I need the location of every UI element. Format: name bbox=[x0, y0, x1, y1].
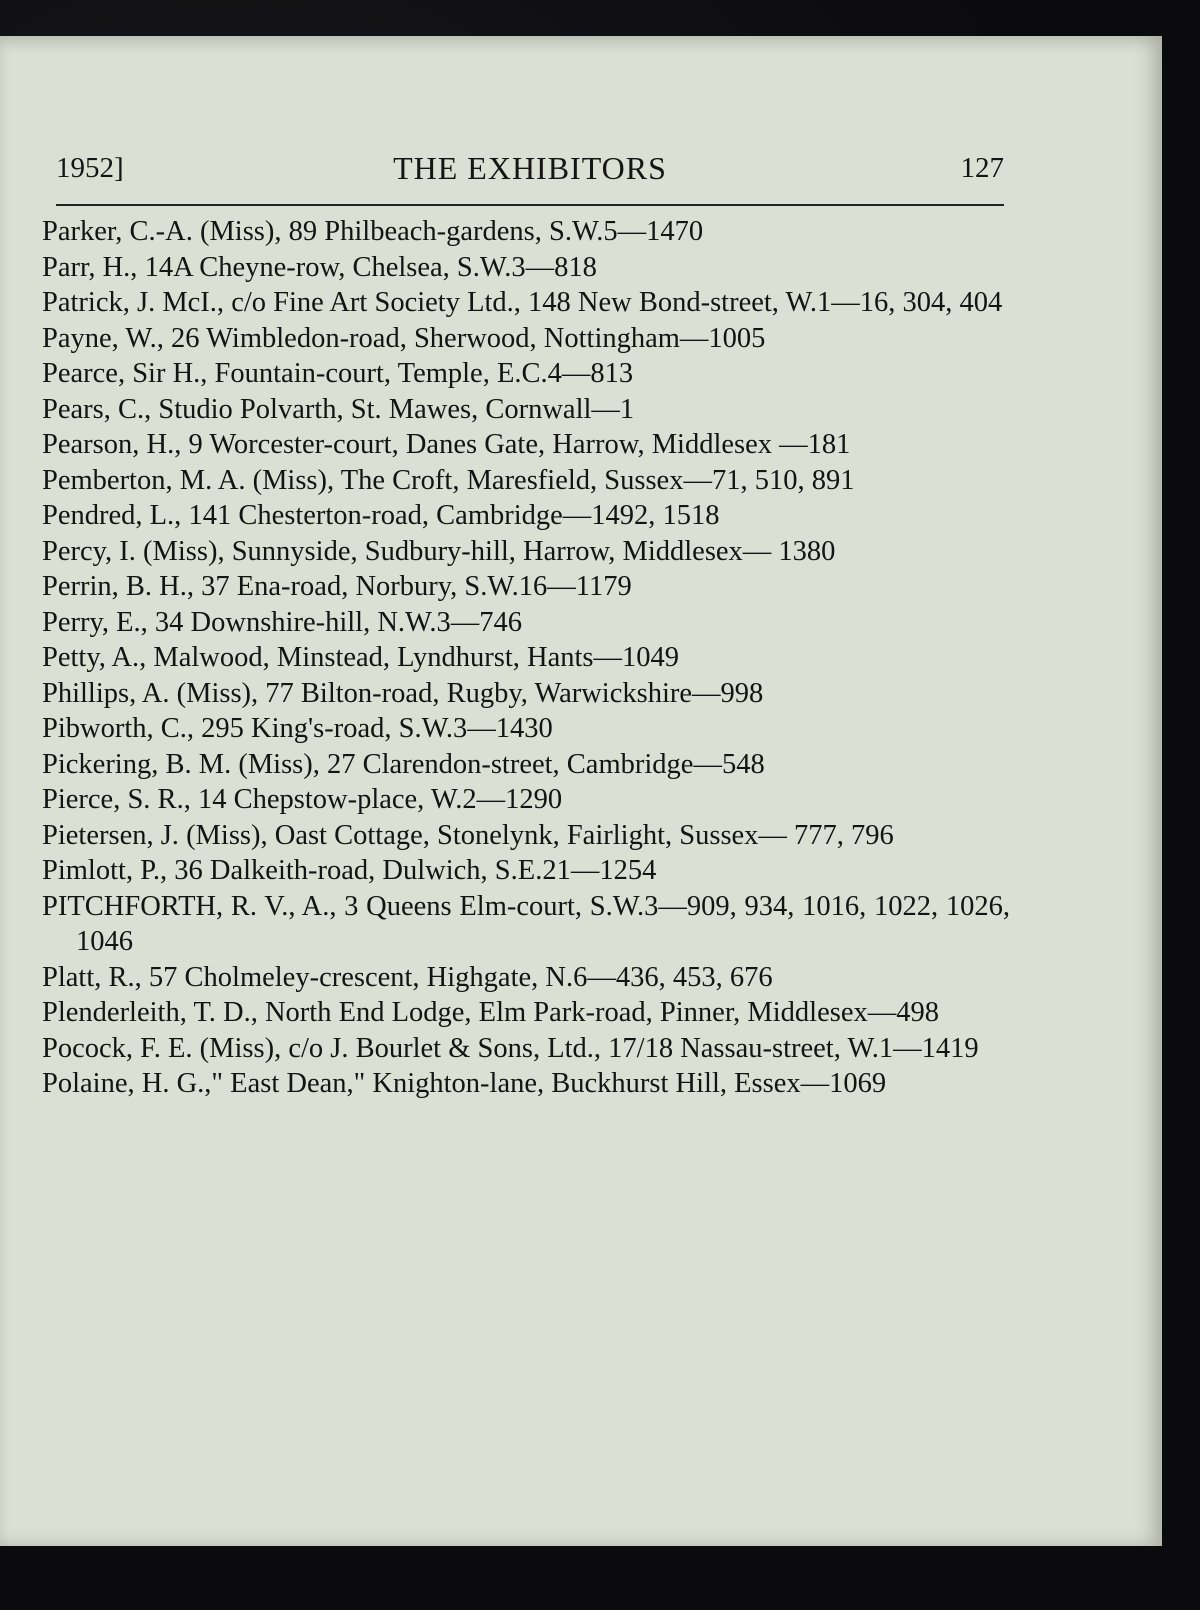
exhibitor-details: 36 Dalkeith-road, Dulwich, S.E.21—1254 bbox=[167, 855, 657, 886]
exhibitor-entry bbox=[42, 818, 1010, 854]
exhibitor-name: Parker, C.-A. bbox=[42, 216, 193, 247]
exhibitor-name: Petty, A., bbox=[42, 642, 147, 673]
exhibitor-details: 37 Ena-road, Norbury, S.W.16—1179 bbox=[194, 571, 632, 602]
exhibitor-name: Pietersen, J. bbox=[42, 819, 179, 851]
exhibitor-details: 9 Worcester-court, Danes Gate, Harrow, Middlesex —181 bbox=[181, 429, 851, 460]
exhibitor-details: (Miss), 27 Clarendon-street, Cambridge—548 bbox=[231, 748, 765, 780]
exhibitor-details: 141 Chesterton-road, Cambridge—1492, 1518 bbox=[181, 500, 720, 531]
exhibitor-name: Pendred, L., bbox=[42, 500, 182, 531]
exhibitor-details: c/o Fine Art Society Ltd., 148 New Bond-street, W.1—16, 304, 404 bbox=[224, 287, 1003, 318]
exhibitor-entry bbox=[42, 711, 1010, 747]
exhibitor-name: Perrin, B. H., bbox=[42, 571, 194, 602]
exhibitor-entry bbox=[42, 214, 1010, 250]
exhibitor-details: Fountain-court, Temple, E.C.4—813 bbox=[207, 358, 634, 389]
exhibitor-entry bbox=[42, 534, 1010, 570]
page-title: THE EXHIBITORS bbox=[393, 150, 667, 186]
exhibitor-name: Percy, I. bbox=[42, 535, 136, 567]
exhibitor-name: Polaine, H. G., bbox=[42, 1068, 212, 1099]
exhibitor-details: (Miss), Sunnyside, Sudbury-hill, Harrow, Middlesex— 1380 bbox=[135, 535, 836, 567]
exhibitor-entry bbox=[42, 889, 1010, 960]
exhibitor-details: (Miss), The Croft, Maresfield, Sussex—71, 510, 891 bbox=[245, 464, 855, 496]
exhibitor-name: Pierce, S. R., bbox=[42, 784, 191, 815]
exhibitor-details: Malwood, Minstead, Lyndhurst, Hants—1049 bbox=[146, 642, 680, 673]
exhibitor-name: Perry, E., bbox=[42, 606, 148, 638]
exhibitor-name: Pocock, F. E. bbox=[42, 1032, 193, 1064]
exhibitor-details: (Miss), 77 Bilton-road, Rugby, Warwickshire—998 bbox=[169, 677, 764, 709]
exhibitor-details: North End Lodge, Elm Park-road, Pinner, Middlesex—498 bbox=[257, 997, 939, 1028]
exhibitor-list bbox=[42, 214, 1010, 1102]
header-rule bbox=[56, 204, 1004, 206]
exhibitor-details: (Miss), 89 Philbeach-gardens, S.W.5—1470 bbox=[192, 216, 704, 247]
book-page bbox=[0, 36, 1162, 1546]
exhibitor-name: Pibworth, C., bbox=[42, 713, 195, 744]
exhibitor-entry bbox=[42, 427, 1010, 463]
exhibitor-name: Parr, H., bbox=[42, 251, 138, 283]
exhibitor-entry bbox=[42, 676, 1010, 712]
exhibitor-details: (Miss), c/o J. Bourlet & Sons, Ltd., 17/18 Nassau-street, W.1—1419 bbox=[192, 1032, 979, 1064]
exhibitor-name: Pemberton, M. A. bbox=[42, 464, 246, 496]
exhibitor-details: A., 3 Queens Elm-court, S.W.3—909, 934, 1016, 1022, 1026, 1046 bbox=[76, 890, 1010, 957]
exhibitor-entry bbox=[42, 321, 1010, 357]
exhibitor-entry bbox=[42, 356, 1010, 392]
exhibitor-name: Payne, W., bbox=[42, 322, 164, 354]
exhibitor-name: Pearson, H., bbox=[42, 429, 182, 460]
exhibitor-entry bbox=[42, 640, 1010, 676]
exhibitor-name: Pickering, B. M. bbox=[42, 748, 232, 780]
exhibitor-details: Studio Polvarth, St. Mawes, Cornwall—1 bbox=[151, 393, 635, 425]
exhibitor-details: (Miss), Oast Cottage, Stonelynk, Fairlight, Sussex— 777, 796 bbox=[178, 819, 894, 851]
exhibitor-name: Plenderleith, T. D., bbox=[42, 997, 258, 1028]
exhibitor-name: Pears, C., bbox=[42, 393, 152, 425]
exhibitor-entry bbox=[42, 747, 1010, 783]
exhibitor-entry bbox=[42, 285, 1010, 321]
exhibitor-details: 295 King's-road, S.W.3—1430 bbox=[194, 713, 553, 744]
exhibitor-name: Pimlott, P., bbox=[42, 855, 168, 886]
running-header bbox=[56, 146, 1004, 204]
page-number: 127 bbox=[960, 152, 1004, 184]
exhibitor-entry bbox=[42, 782, 1010, 818]
exhibitor-details: " East Dean," Knighton-lane, Buckhurst Hill, Essex—1069 bbox=[211, 1068, 887, 1099]
exhibitor-entry bbox=[42, 1031, 1010, 1067]
exhibitor-entry bbox=[42, 392, 1010, 428]
exhibitor-details: 14 Chepstow-place, W.2—1290 bbox=[190, 784, 563, 815]
exhibitor-entry bbox=[42, 463, 1010, 499]
header-year: 1952] bbox=[56, 152, 124, 184]
exhibitor-details: 57 Cholmeley-crescent, Highgate, N.6—436, 453, 676 bbox=[141, 961, 773, 993]
exhibitor-name: Platt, R., bbox=[42, 961, 142, 993]
exhibitor-details: 14A Cheyne-row, Chelsea, S.W.3—818 bbox=[137, 251, 597, 283]
exhibitor-entry bbox=[42, 498, 1010, 534]
exhibitor-entry bbox=[42, 960, 1010, 996]
exhibitor-entry bbox=[42, 250, 1010, 286]
exhibitor-name: PITCHFORTH, R. V., bbox=[42, 890, 296, 922]
exhibitor-details: 26 Wimbledon-road, Sherwood, Nottingham—1005 bbox=[163, 322, 766, 354]
exhibitor-entry bbox=[42, 995, 1010, 1031]
exhibitor-details: 34 Downshire-hill, N.W.3—746 bbox=[147, 606, 522, 638]
exhibitor-entry bbox=[42, 853, 1010, 889]
exhibitor-name: Pearce, Sir H., bbox=[42, 358, 208, 389]
exhibitor-entry bbox=[42, 605, 1010, 641]
exhibitor-entry bbox=[42, 569, 1010, 605]
exhibitor-name: Patrick, J. McI., bbox=[42, 287, 225, 318]
exhibitor-name: Phillips, A. bbox=[42, 677, 170, 709]
exhibitor-entry bbox=[42, 1066, 1010, 1102]
